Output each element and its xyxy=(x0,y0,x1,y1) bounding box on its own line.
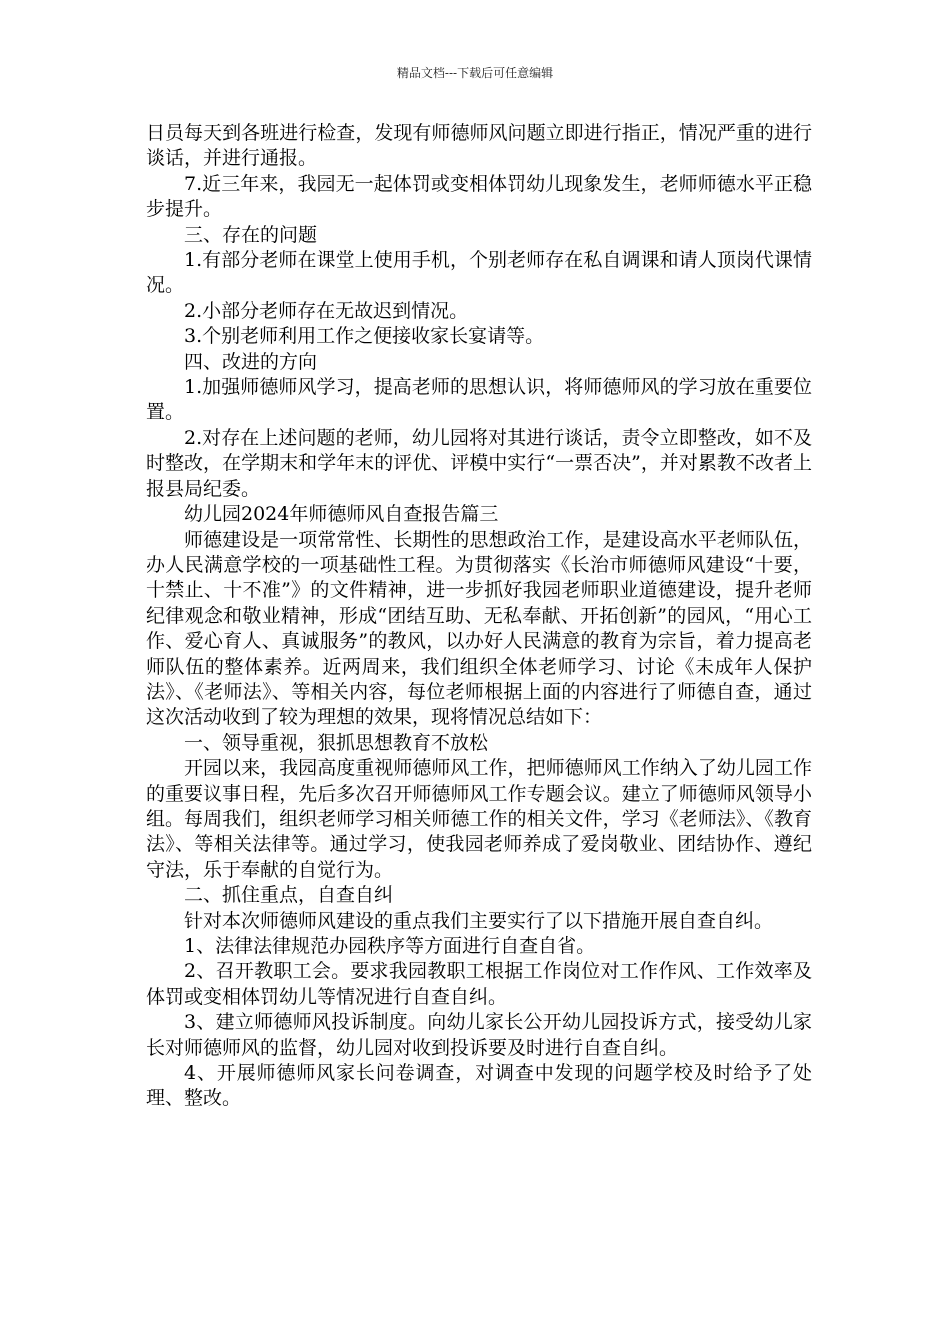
paragraph: 开园以来，我园高度重视师德师风工作，把师德师风工作纳入了幼儿园工作的重要议事日程，先后多次召开师德师风工作专题会议。建立了师德师风领导小组。每周我们，组织老师学习相关师德工作的相关文件，学习《老师法》、《教育法》、等相关法律等。通过学习，使我园老师养成了爱岗敬业、团结协作、遵纪守法，乐于奉献的自觉行为。 xyxy=(146,757,812,881)
paragraph: 师德建设是一项常常性、长期性的思想政治工作，是建设高水平老师队伍，办人民满意学校的一项基础性工程。为贯彻落实《长治市师德师风建设“十要，十禁止、十不准”》的文件精神，进一步抓好我园老师职业道德建设，提升老师纪律观念和敬业精神，形成“团结互助、无私奉献、开拓创新”的园风，“用心工作、爱心育人、真诚服务”的教风，以办好人民满意的教育为宗旨，着力提高老师队伍的整体素养。近两周来，我们组织全体老师学习、讨论《未成年人保护法》、《老师法》、等相关内容，每位老师根据上面的内容进行了师德自查，通过这次活动收到了较为理想的效果，现将情况总结如下： xyxy=(146,528,812,729)
report-title: 幼儿园2024年师德师风自查报告篇三 xyxy=(184,503,499,526)
paragraph: 7.近三年来，我园无一起体罚或变相体罚幼儿现象发生，老师师德水平正稳步提升。 xyxy=(146,172,812,221)
section-heading: 三、存在的问题 xyxy=(184,223,318,246)
paragraph: 1.有部分老师在课堂上使用手机，个别老师存在私自调课和请人顶岗代课情况。 xyxy=(146,249,812,297)
paragraph: 3、建立师德师风投诉制度。向幼儿家长公开幼儿园投诉方式，接受幼儿家长对师德师风的监督，幼儿园对收到投诉要及时进行自查自纠。 xyxy=(146,1011,812,1059)
paragraph: 1.加强师德师风学习，提高老师的思想认识，将师德师风的学习放在重要位置。 xyxy=(146,376,812,424)
section-heading: 四、改进的方向 xyxy=(184,350,318,373)
page-header: 精品文档---下载后可任意编辑 xyxy=(396,66,554,80)
paragraph: 1、法律法律规范办园秩序等方面进行自查自省。 xyxy=(184,935,596,957)
paragraph: 日员每天到各班进行检查，发现有师德师风问题立即进行指正，情况严重的进行谈话，并进行通报。 xyxy=(146,122,812,170)
document-body xyxy=(146,121,812,1112)
paragraph: 4、开展师德师风家长问卷调查，对调查中发现的问题学校及时给予了处理、整改。 xyxy=(146,1062,812,1110)
section-heading: 二、抓住重点，自查自纠 xyxy=(184,884,394,907)
paragraph: 针对本次师德师风建设的重点我们主要实行了以下措施开展自查自纠。 xyxy=(184,909,774,932)
paragraph: 2.对存在上述问题的老师，幼儿园将对其进行谈话，责令立即整改，如不及时整改，在学期末和学年末的评优、评模中实行“一票否决”，并对累教不改者上报县局纪委。 xyxy=(146,426,812,500)
paragraph: 2.小部分老师存在无故迟到情况。 xyxy=(184,299,469,322)
paragraph: 2、召开教职工会。要求我园教职工根据工作岗位对工作作风、工作效率及体罚或变相体罚幼儿等情况进行自查自纠。 xyxy=(146,960,812,1008)
paragraph: 3.个别老师利用工作之便接收家长宴请等。 xyxy=(184,325,545,348)
section-heading: 一、领导重视，狠抓思想教育不放松 xyxy=(184,731,489,754)
